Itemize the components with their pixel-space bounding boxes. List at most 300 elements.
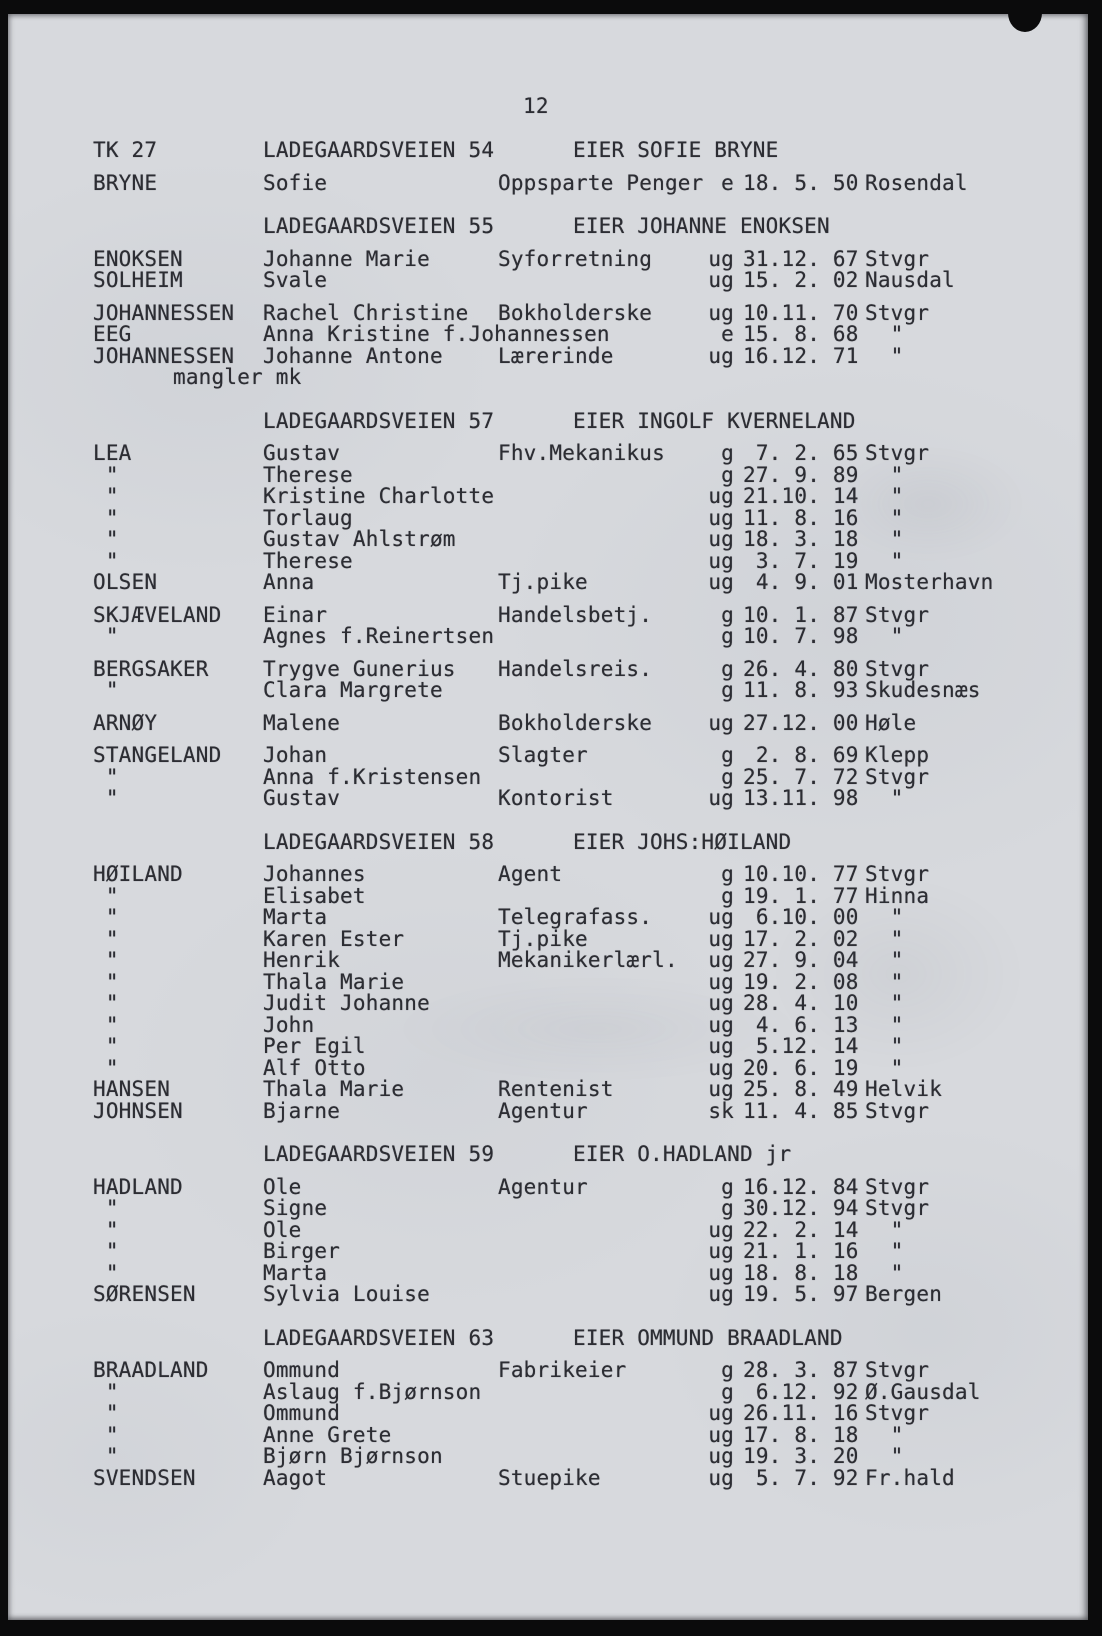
resident-row [8, 1012, 1088, 1037]
first-name: Marta [263, 1260, 328, 1285]
marital-status: g [721, 862, 734, 886]
first-name: Aagot [263, 1465, 328, 1490]
birth-date: 21. 1. 16 [743, 1239, 859, 1263]
resident-row [8, 745, 1088, 767]
marital-status: g [721, 441, 734, 465]
birth-date: 5.12. 14 [743, 1034, 859, 1058]
first-name: Kristine Charlotte [263, 484, 495, 508]
tk-code: TK 27 [93, 138, 158, 162]
resident-row [8, 883, 1088, 908]
birth-date: 19. 1. 77 [743, 883, 859, 908]
resident-row [8, 788, 1088, 810]
resident-row [8, 1379, 1088, 1404]
resident-row [8, 529, 1088, 551]
birth-date: 18. 5. 50 [743, 170, 859, 195]
birth-date: 25. 7. 72 [743, 764, 859, 789]
first-name: Therese [263, 548, 353, 573]
first-name: Thala Marie [263, 969, 405, 994]
household-group [8, 443, 1088, 594]
resident-row [8, 443, 1088, 465]
resident-row [8, 950, 1088, 972]
birth-date: 27. 9. 89 [743, 462, 859, 487]
first-name: Marta [263, 905, 328, 929]
street-name: LADEGAARDSVEIEN 63 [263, 1325, 495, 1350]
street-name: LADEGAARDSVEIEN 58 [263, 829, 495, 854]
address-section [8, 140, 1088, 194]
surname: SOLHEIM [93, 268, 183, 292]
birth-date: 2. 8. 69 [743, 743, 859, 767]
birth-place: " [865, 505, 904, 530]
birth-date: 13.11. 98 [743, 786, 859, 810]
first-name: Bjarne [263, 1098, 341, 1123]
birth-date: 17. 2. 02 [743, 926, 859, 951]
resident-row [8, 1217, 1088, 1242]
owner-label: EIER OMMUND BRAADLAND [573, 1325, 843, 1350]
first-name: Ommund [263, 1401, 341, 1425]
marital-status: ug [708, 905, 734, 929]
resident-row [8, 548, 1088, 573]
occupation: Telegrafass. [498, 905, 653, 929]
birth-place: Skudesnæs [865, 678, 981, 702]
marital-status: ug [708, 1465, 734, 1490]
first-name: Ommund [263, 1358, 341, 1382]
birth-date: 11. 4. 85 [743, 1098, 859, 1123]
resident-row [8, 505, 1088, 530]
birth-place: " [865, 926, 904, 951]
resident-row [8, 462, 1088, 487]
page-edge-notch [1008, 10, 1042, 32]
birth-date: 19. 2. 08 [743, 969, 859, 994]
resident-row [8, 343, 1088, 368]
first-name: Therese [263, 462, 353, 487]
marital-status: ug [708, 268, 734, 292]
section-header [8, 1325, 1088, 1350]
street-name: LADEGAARDSVEIEN 57 [263, 408, 495, 433]
surname: BRYNE [93, 170, 158, 195]
occupation: Mekanikerlærl. [498, 948, 678, 972]
birth-date: 21.10. 14 [743, 484, 859, 508]
resident-row [8, 602, 1088, 627]
resident-row [8, 1446, 1088, 1468]
surname: " [93, 1401, 119, 1425]
birth-place: Klepp [865, 743, 930, 767]
section-header [8, 140, 1088, 162]
note-row [8, 367, 1088, 389]
marital-status: ug [708, 1444, 734, 1468]
household-group [8, 1174, 1088, 1306]
birth-place: Helvik [865, 1077, 943, 1101]
birth-place: " [865, 1422, 904, 1447]
birth-place: Stvgr [865, 656, 930, 681]
resident-row [8, 246, 1088, 271]
scanned-page [8, 14, 1088, 1620]
birth-date: 26. 4. 80 [743, 656, 859, 681]
marital-status: ug [708, 484, 734, 508]
first-name: Agnes f.Reinertsen [263, 624, 495, 648]
resident-row [8, 1465, 1088, 1490]
surname: JOHNSEN [93, 1098, 183, 1123]
birth-date: 10.10. 77 [743, 862, 859, 886]
first-name: Aslaug f.Bjørnson [263, 1379, 482, 1404]
birth-place: " [865, 1034, 904, 1058]
birth-place: Rosendal [865, 170, 968, 195]
surname: LEA [93, 441, 132, 465]
first-name: Anna f.Kristensen [263, 764, 482, 789]
household-group [8, 1360, 1088, 1489]
marital-status: sk [708, 1098, 734, 1123]
birth-date: 15. 8. 68 [743, 322, 859, 346]
owner-label: EIER JOHANNE ENOKSEN [573, 214, 830, 238]
marital-status: ug [708, 1012, 734, 1037]
first-name: Per Egil [263, 1034, 366, 1058]
birth-date: 31.12. 67 [743, 246, 859, 271]
household-group [8, 710, 1088, 735]
surname: " [93, 505, 119, 530]
occupation: Kontorist [498, 786, 614, 810]
first-name: Anna [263, 570, 315, 594]
marital-status: ug [708, 1422, 734, 1447]
first-name: Anna Kristine f.Johannessen [263, 322, 610, 346]
surname: " [93, 786, 119, 810]
marital-status: g [721, 1379, 734, 1404]
section-header [8, 216, 1088, 238]
surname: ARNØY [93, 710, 158, 735]
birth-place: " [865, 548, 904, 573]
resident-row [8, 1422, 1088, 1447]
birth-place: Stvgr [865, 764, 930, 789]
birth-date: 19. 5. 97 [743, 1282, 859, 1306]
birth-date: 16.12. 84 [743, 1174, 859, 1199]
resident-row [8, 300, 1088, 325]
surname: " [93, 678, 119, 702]
birth-place: " [865, 969, 904, 994]
birth-date: 4. 9. 01 [743, 570, 859, 594]
birth-place: Hinna [865, 883, 930, 908]
household-group [8, 864, 1088, 1122]
birth-date: 18. 8. 18 [743, 1260, 859, 1285]
first-name: Bjørn Bjørnson [263, 1444, 443, 1468]
occupation: Fabrikeier [498, 1358, 627, 1382]
resident-row [8, 486, 1088, 508]
surname: HØILAND [93, 862, 183, 886]
first-name: Sylvia Louise [263, 1282, 430, 1306]
first-name: Birger [263, 1239, 341, 1263]
owner-label: EIER INGOLF KVERNELAND [573, 408, 856, 433]
birth-place: " [865, 1444, 904, 1468]
marital-status: g [721, 656, 734, 681]
birth-place: Stvgr [865, 1098, 930, 1123]
birth-place: Høle [865, 710, 917, 735]
first-name: Gustav [263, 786, 341, 810]
birth-place: Stvgr [865, 246, 930, 271]
resident-row [8, 1079, 1088, 1101]
birth-date: 10.11. 70 [743, 300, 859, 325]
birth-place: " [865, 1217, 904, 1242]
marital-status: g [721, 1196, 734, 1220]
marital-status: g [721, 764, 734, 789]
birth-place: " [865, 484, 904, 508]
marital-status: ug [708, 926, 734, 951]
surname: ENOKSEN [93, 246, 183, 271]
surname: STANGELAND [93, 743, 222, 767]
surname: SVENDSEN [93, 1465, 196, 1490]
first-name: Henrik [263, 948, 341, 972]
first-name: Rachel Christine [263, 300, 469, 325]
surname: " [93, 764, 119, 789]
marital-status: ug [708, 343, 734, 368]
surname: SØRENSEN [93, 1282, 196, 1306]
surname: " [93, 1217, 119, 1242]
birth-date: 10. 1. 87 [743, 602, 859, 627]
resident-row [8, 1174, 1088, 1199]
first-name: Torlaug [263, 505, 353, 530]
first-name: Johanne Marie [263, 246, 430, 271]
section-header [8, 408, 1088, 433]
first-name: Alf Otto [263, 1055, 366, 1080]
household-group [8, 246, 1088, 292]
surname: " [93, 991, 119, 1015]
birth-place: " [865, 343, 904, 368]
surname: " [93, 1196, 119, 1220]
birth-place: Nausdal [865, 268, 955, 292]
birth-date: 26.11. 16 [743, 1401, 859, 1425]
marital-status: g [721, 624, 734, 648]
birth-date: 6.10. 00 [743, 905, 859, 929]
birth-place: Fr.hald [865, 1465, 955, 1490]
section-header [8, 1144, 1088, 1166]
birth-place: Stvgr [865, 1196, 930, 1220]
surname: " [93, 905, 119, 929]
birth-date: 3. 7. 19 [743, 548, 859, 573]
occupation: Handelsreis. [498, 656, 653, 681]
marital-status: ug [708, 527, 734, 551]
first-name: Svale [263, 268, 328, 292]
surname: " [93, 1379, 119, 1404]
marital-status: ug [708, 1034, 734, 1058]
street-name: LADEGAARDSVEIEN 55 [263, 214, 495, 238]
occupation: Syforretning [498, 246, 653, 271]
surname: " [93, 1034, 119, 1058]
birth-place: Stvgr [865, 300, 930, 325]
marital-status: g [721, 678, 734, 702]
marital-status: g [721, 1174, 734, 1199]
surname: " [93, 1055, 119, 1080]
first-name: Karen Ester [263, 926, 405, 951]
resident-row [8, 907, 1088, 929]
marital-status: ug [708, 300, 734, 325]
marital-status: ug [708, 948, 734, 972]
resident-row [8, 710, 1088, 735]
marital-status: g [721, 1358, 734, 1382]
resident-row [8, 1241, 1088, 1263]
marital-status: ug [708, 1217, 734, 1242]
resident-row [8, 993, 1088, 1015]
occupation: Oppsparte Penger [498, 170, 704, 195]
first-name: Malene [263, 710, 341, 735]
address-section [8, 216, 1088, 389]
owner-label: EIER JOHS:HØILAND [573, 829, 792, 854]
surname: BRAADLAND [93, 1358, 209, 1382]
resident-row [8, 270, 1088, 292]
birth-date: 6.12. 92 [743, 1379, 859, 1404]
surname: JOHANNESSEN [93, 343, 235, 368]
surname: " [93, 926, 119, 951]
surname: BERGSAKER [93, 656, 209, 681]
marital-status: g [721, 462, 734, 487]
marital-status: ug [708, 548, 734, 573]
marital-status: ug [708, 1077, 734, 1101]
birth-date: 28. 4. 10 [743, 991, 859, 1015]
marital-status: g [721, 883, 734, 908]
birth-place: Stvgr [865, 1401, 930, 1425]
register-content [8, 118, 1088, 1489]
birth-place: Ø.Gausdal [865, 1379, 981, 1404]
birth-date: 27. 9. 04 [743, 948, 859, 972]
first-name: Gustav [263, 441, 341, 465]
surname: " [93, 969, 119, 994]
household-group [8, 656, 1088, 702]
street-name: LADEGAARDSVEIEN 59 [263, 1142, 495, 1166]
birth-place: " [865, 624, 904, 648]
surname: HANSEN [93, 1077, 171, 1101]
birth-place: Stvgr [865, 602, 930, 627]
birth-place: " [865, 322, 904, 346]
first-name: Thala Marie [263, 1077, 405, 1101]
occupation: Agentur [498, 1098, 588, 1123]
first-name: Anne Grete [263, 1422, 392, 1447]
birth-place: Stvgr [865, 441, 930, 465]
marital-status: ug [708, 570, 734, 594]
first-name: Johan [263, 743, 328, 767]
owner-label: EIER O.HADLAND jr [573, 1142, 792, 1166]
surname: " [93, 1444, 119, 1468]
first-name: Judit Johanne [263, 991, 430, 1015]
birth-place: Mosterhavn [865, 570, 994, 594]
surname: " [93, 883, 119, 908]
occupation: Lærerinde [498, 343, 614, 368]
occupation: Bokholderske [498, 710, 653, 735]
resident-row [8, 1260, 1088, 1285]
address-section [8, 1325, 1088, 1490]
surname: " [93, 527, 119, 551]
resident-row [8, 1284, 1088, 1306]
resident-row [8, 1098, 1088, 1123]
resident-row [8, 656, 1088, 681]
surname: JOHANNESSEN [93, 300, 235, 325]
marital-status: ug [708, 991, 734, 1015]
occupation: Bokholderske [498, 300, 653, 325]
surname: HADLAND [93, 1174, 183, 1199]
birth-place: " [865, 1055, 904, 1080]
household-group [8, 170, 1088, 195]
birth-place: " [865, 905, 904, 929]
first-name: Ole [263, 1217, 302, 1242]
first-name: Gustav Ahlstrøm [263, 527, 456, 551]
household-group [8, 745, 1088, 810]
birth-place: " [865, 527, 904, 551]
birth-place: " [865, 948, 904, 972]
occupation: Agent [498, 862, 563, 886]
household-group [8, 602, 1088, 648]
surname: EEG [93, 322, 132, 346]
address-section [8, 829, 1088, 1123]
marital-status: ug [708, 1282, 734, 1306]
birth-place: " [865, 462, 904, 487]
surname: " [93, 484, 119, 508]
marital-status: ug [708, 1055, 734, 1080]
resident-row [8, 969, 1088, 994]
marital-status: ug [708, 969, 734, 994]
resident-row [8, 1036, 1088, 1058]
birth-date: 10. 7. 98 [743, 624, 859, 648]
marital-status: ug [708, 1239, 734, 1263]
surname: " [93, 1012, 119, 1037]
birth-date: 18. 3. 18 [743, 527, 859, 551]
birth-place: " [865, 991, 904, 1015]
marital-status: e [721, 170, 734, 195]
birth-place: " [865, 1012, 904, 1037]
occupation: Rentenist [498, 1077, 614, 1101]
marital-status: ug [708, 505, 734, 530]
occupation: Tj.pike [498, 570, 588, 594]
birth-place: " [865, 1239, 904, 1263]
surname: " [93, 548, 119, 573]
resident-row [8, 764, 1088, 789]
street-name: LADEGAARDSVEIEN 54 [263, 138, 495, 162]
birth-date: 30.12. 94 [743, 1196, 859, 1220]
owner-label: EIER SOFIE BRYNE [573, 138, 779, 162]
occupation: Stuepike [498, 1465, 601, 1490]
first-name: Johannes [263, 862, 366, 886]
birth-place: Stvgr [865, 1174, 930, 1199]
address-section [8, 1144, 1088, 1306]
first-name: Sofie [263, 170, 328, 195]
birth-place: Stvgr [865, 1358, 930, 1382]
marital-status: e [721, 322, 734, 346]
marital-status: ug [708, 1401, 734, 1425]
surname: " [93, 948, 119, 972]
birth-date: 4. 6. 13 [743, 1012, 859, 1037]
first-name: Trygve Gunerius [263, 656, 456, 681]
birth-place: Bergen [865, 1282, 943, 1306]
resident-row [8, 680, 1088, 702]
resident-row [8, 1403, 1088, 1425]
birth-date: 20. 6. 19 [743, 1055, 859, 1080]
birth-date: 5. 7. 92 [743, 1465, 859, 1490]
marital-status: ug [708, 786, 734, 810]
birth-place: Stvgr [865, 862, 930, 886]
marital-status: ug [708, 710, 734, 735]
resident-row [8, 1360, 1088, 1382]
occupation: Agentur [498, 1174, 588, 1199]
occupation: Fhv.Mekanikus [498, 441, 665, 465]
first-name: John [263, 1012, 315, 1037]
household-group [8, 300, 1088, 389]
marital-status: ug [708, 1260, 734, 1285]
birth-date: 15. 2. 02 [743, 268, 859, 292]
birth-date: 17. 8. 18 [743, 1422, 859, 1447]
first-name: Clara Margrete [263, 678, 443, 702]
surname: " [93, 1260, 119, 1285]
note: mangler mk [173, 365, 302, 389]
marital-status: g [721, 743, 734, 767]
birth-date: 28. 3. 87 [743, 1358, 859, 1382]
birth-place: " [865, 786, 904, 810]
surname: " [93, 624, 119, 648]
birth-date: 27.12. 00 [743, 710, 859, 735]
resident-row [8, 1055, 1088, 1080]
resident-row [8, 926, 1088, 951]
